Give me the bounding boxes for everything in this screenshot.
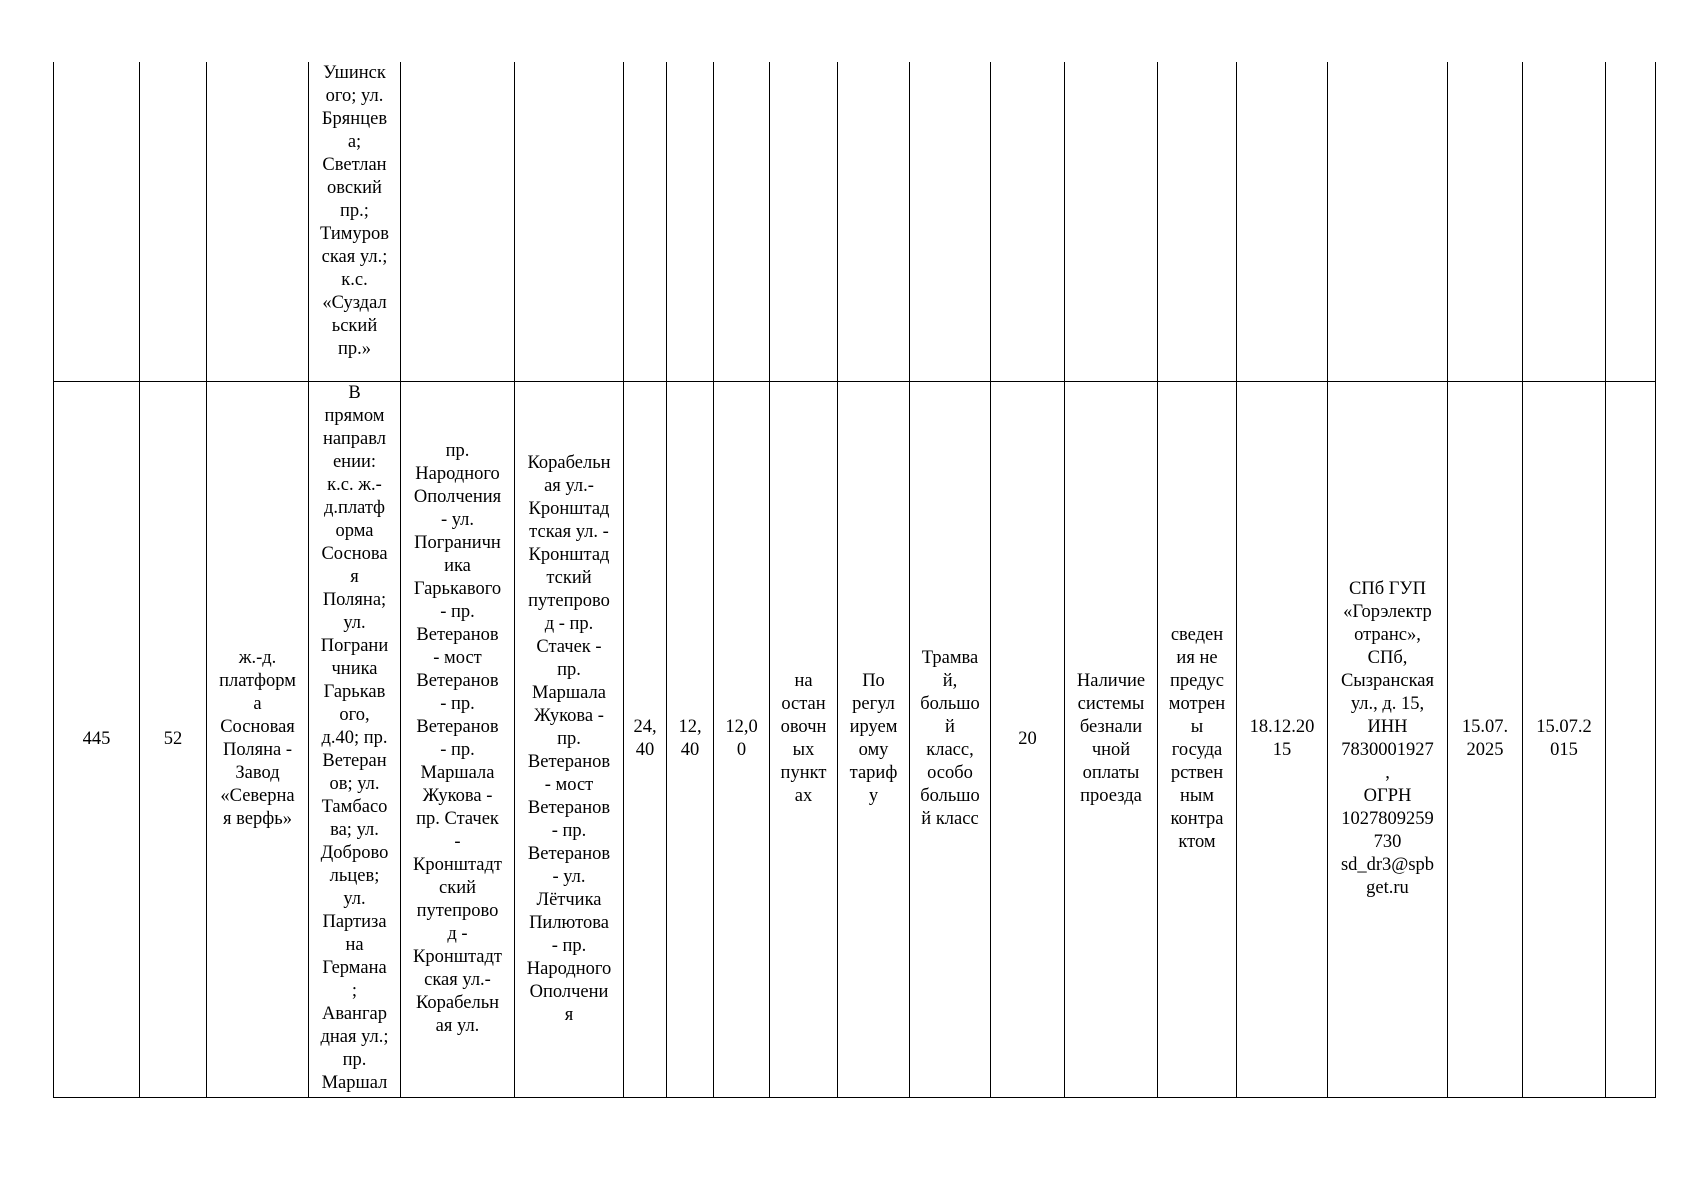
registry-number-cell: 445 <box>54 381 140 1097</box>
vehicle-count-cell <box>991 62 1065 381</box>
route-name-cell: ж.-д. платформ а Сосновая Поляна - Завод «Северна я верфь» <box>207 381 309 1097</box>
vehicle-type-cell: Трамва й, большо й класс, особо большо й класс <box>910 381 991 1097</box>
length-total-cell: 24, 40 <box>624 381 667 1097</box>
contract-info-cell: сведен ия не предус мотрен ы госуда рствен ным контра ктом <box>1158 381 1237 1097</box>
route-registry-table <box>53 62 1656 1098</box>
forward-streets-cell <box>401 62 515 381</box>
length-forward-cell <box>667 62 714 381</box>
start-date-cell <box>1237 62 1328 381</box>
vehicle-features-cell: Наличие системы безнали чной оплаты проезда <box>1065 381 1158 1097</box>
reverse-streets-cell <box>515 62 624 381</box>
vehicle-features-cell <box>1065 62 1158 381</box>
stops-list-cell: Ушинск ого; ул. Брянцев а; Светлан овский пр.; Тимуров ская ул.; к.с. «Суздал ьский пр.» <box>309 62 401 381</box>
carrier-info-cell <box>1328 62 1448 381</box>
end-date-cell: 15.07. 2025 <box>1448 381 1523 1097</box>
notes-cell <box>1606 381 1656 1097</box>
change-date-cell <box>1523 62 1606 381</box>
forward-streets-cell: пр. Народного Ополчения - ул. Пограничн ика Гарькавого - пр. Ветеранов - мост Ветеранов - пр. Ветеранов - пр. Маршала Жукова - пр. Стачек - Кронштадт ский путепрово д - Кронштадт ская ул.- Корабельн ая ул. <box>401 381 515 1097</box>
boarding-order-cell: на остан овочн ых пункт ах <box>770 381 838 1097</box>
vehicle-count-cell: 20 <box>991 381 1065 1097</box>
tariff-type-cell: По регул ируем ому тариф у <box>838 381 910 1097</box>
notes-cell <box>1606 62 1656 381</box>
carrier-info-cell: СПб ГУП «Горэлектр отранс», СПб, Сызранская ул., д. 15, ИНН 7830001927 , ОГРН 1027809259 730 sd_dr3@spb get.ru <box>1328 381 1448 1097</box>
length-reverse-cell <box>714 62 770 381</box>
vehicle-type-cell <box>910 62 991 381</box>
registry-number-cell <box>54 62 140 381</box>
tariff-type-cell <box>838 62 910 381</box>
contract-info-cell <box>1158 62 1237 381</box>
length-total-cell <box>624 62 667 381</box>
end-date-cell <box>1448 62 1523 381</box>
boarding-order-cell <box>770 62 838 381</box>
stops-list-cell: В прямом направл ении: к.с. ж.- д.платф орма Соснова я Поляна; ул. Пограни чника Гарькав ого, д.40; пр. Ветеран ов; ул. Тамбасо ва; ул. Доброво льцев; ул. Партиза на Германа ; Авангар дная ул.; пр. Маршал <box>309 381 401 1097</box>
reverse-streets-cell: Корабельн ая ул.- Кронштад тская ул. - Кронштад тский путепрово д - пр. Стачек - пр. Маршала Жукова - пр. Ветеранов - мост Ветеранов - пр. Ветеранов - ул. Лётчика Пилютова - пр. Народного Ополчени я <box>515 381 624 1097</box>
route-name-cell <box>207 62 309 381</box>
table-row <box>54 381 1656 1097</box>
length-forward-cell: 12, 40 <box>667 381 714 1097</box>
route-number-cell <box>140 62 207 381</box>
start-date-cell: 18.12.20 15 <box>1237 381 1328 1097</box>
length-reverse-cell: 12,0 0 <box>714 381 770 1097</box>
change-date-cell: 15.07.2 015 <box>1523 381 1606 1097</box>
table-row <box>54 62 1656 381</box>
route-number-cell: 52 <box>140 381 207 1097</box>
